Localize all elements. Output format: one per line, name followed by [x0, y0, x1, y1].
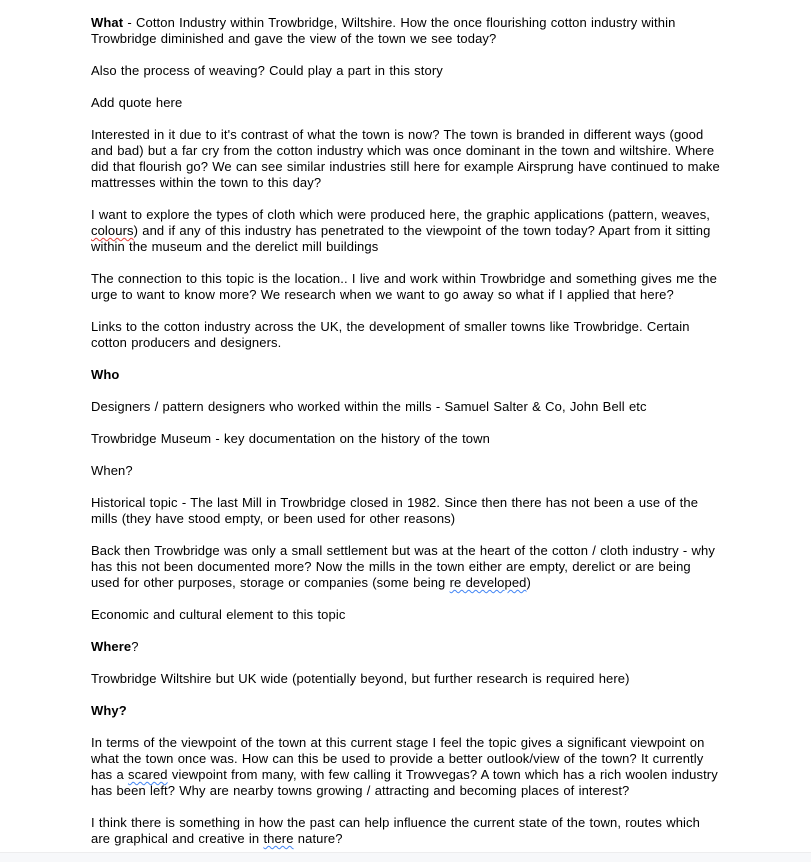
text-run: viewpoint from many, with few calling it Trowvegas? A town which has a rich woolen industry has been left? Why are nearby towns growing / attracting and becoming places of interest?	[91, 767, 718, 798]
text-run: Designers / pattern designers who worked within the mills - Samuel Salter & Co, John Bell etc	[91, 399, 647, 414]
paragraph[interactable]	[91, 815, 721, 847]
paragraph[interactable]	[91, 271, 721, 303]
bold-text-run: Who	[91, 367, 120, 382]
text-run: Interested in it due to it's contrast of what the town is now? The town is branded in different ways (good and bad) but a far cry from the cotton industry which was once dominant in the town and wiltshire. Where did that flourish go? We can see similar industries still here for example Airsprung have continued to make mattresses within the town to this day?	[91, 127, 720, 190]
paragraph[interactable]	[91, 319, 721, 351]
grammar-flagged-word: scared	[128, 767, 168, 782]
text-run: Trowbridge Museum - key documentation on the history of the town	[91, 431, 490, 446]
text-run: Economic and cultural element to this topic	[91, 607, 346, 622]
text-run: Trowbridge Wiltshire but UK wide (potentially beyond, but further research is required here)	[91, 671, 630, 686]
paragraph[interactable]	[91, 399, 721, 415]
bold-text-run: Where	[91, 639, 132, 654]
text-run: ) and if any of this industry has penetrated to the viewpoint of the town today? Apart from it sitting within the museum and the derelict mill buildings	[91, 223, 711, 254]
paragraph[interactable]	[91, 95, 721, 111]
text-run: The connection to this topic is the location.. I live and work within Trowbridge and something gives me the urge to want to know more? We research when we want to go away so what if I applied that here?	[91, 271, 717, 302]
paragraph[interactable]	[91, 735, 721, 799]
text-run: ?	[131, 639, 139, 654]
text-run: Add quote here	[91, 95, 183, 110]
paragraph[interactable]	[91, 63, 721, 79]
grammar-flagged-word: re developed	[449, 575, 527, 590]
misspelled-word: colours	[91, 223, 134, 238]
paragraph[interactable]	[91, 367, 721, 383]
text-run: nature?	[293, 831, 343, 846]
bold-text-run: Why?	[91, 703, 127, 718]
text-run: )	[526, 575, 531, 590]
text-run: In terms of the viewpoint of the town at this current stage I feel the topic gives a significant viewpoint on what the town once was. How can this be used to provide a better outlook/view of the town? It currently has a	[91, 735, 705, 782]
text-run: Also the process of weaving? Could play a part in this story	[91, 63, 443, 78]
grammar-flagged-word: there	[263, 831, 294, 846]
text-run: Back then Trowbridge was only a small settlement but was at the heart of the cotton / cloth industry - why has this not been documented more? Now the mills in the town either are empty, derelict or are being used for other purposes, storage or companies (some being	[91, 543, 715, 590]
text-run: When?	[91, 463, 133, 478]
paragraph[interactable]	[91, 543, 721, 591]
paragraph[interactable]	[91, 495, 721, 527]
bold-text-run: What	[91, 15, 124, 30]
text-run: I want to explore the types of cloth which were produced here, the graphic applications (pattern, weaves,	[91, 207, 711, 222]
text-run: Links to the cotton industry across the UK, the development of smaller towns like Trowbridge. Certain cotton producers and designers.	[91, 319, 690, 350]
paragraph[interactable]	[91, 703, 721, 719]
paragraph[interactable]	[91, 127, 721, 191]
text-run: Historical topic - The last Mill in Trowbridge closed in 1982. Since then there has not been a use of the mills (they have stood empty, or been used for other reasons)	[91, 495, 699, 526]
page-bottom-edge	[0, 852, 811, 862]
paragraph[interactable]	[91, 463, 721, 479]
document-text-body[interactable]	[91, 15, 721, 847]
paragraph[interactable]	[91, 671, 721, 687]
paragraph[interactable]	[91, 15, 721, 47]
paragraph[interactable]	[91, 207, 721, 255]
paragraph[interactable]	[91, 431, 721, 447]
paragraph[interactable]	[91, 639, 721, 655]
text-run: I think there is something in how the past can help influence the current state of the town, routes which are graphical and creative in	[91, 815, 700, 846]
paragraph[interactable]	[91, 607, 721, 623]
text-run: - Cotton Industry within Trowbridge, Wiltshire. How the once flourishing cotton industry within Trowbridge diminished and gave the view of the town we see today?	[91, 15, 676, 46]
